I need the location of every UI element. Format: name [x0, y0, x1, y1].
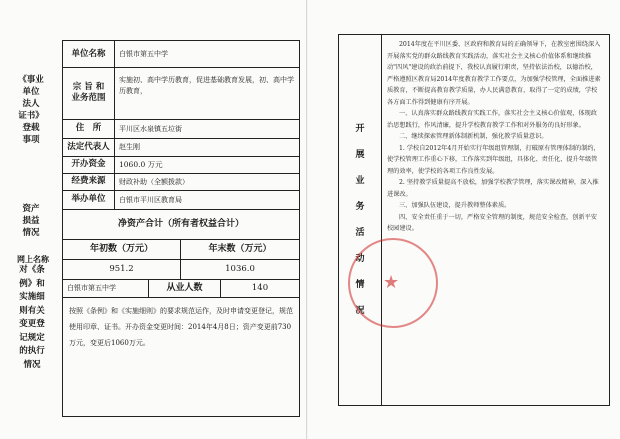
- label-end: 年末数（万元）: [208, 243, 272, 254]
- official-seal-icon: ★: [348, 238, 438, 328]
- category-assets: 资产 损益 情况: [22, 204, 40, 238]
- value-sponsor: 白银市平川区教育局: [119, 195, 182, 204]
- label-address: 住 所: [63, 119, 115, 138]
- category-certificate-items: 《事业 单位 法人 证书》 登载 事项: [18, 75, 44, 145]
- label-sponsor: 举办单位: [63, 190, 115, 209]
- value-staff: 140: [251, 282, 269, 293]
- row-capital: [63, 156, 299, 174]
- paragraph: 一、认真落实群众路线教育实践工作，落实社会主义核心价值观，体现政治思想践行，作风清廉，提升学校教育教学工作和对外服务的良好形象。: [387, 110, 597, 129]
- value-funding: 财政补助（全额拨款）: [119, 177, 189, 186]
- activity-text: [387, 39, 603, 235]
- value-address: 平川区水泉镇五垃街: [119, 124, 182, 133]
- value-unit-name: 白银市第五中学: [119, 50, 168, 58]
- paragraph: 二、继续探索管理新体制新机制，强化教学质量意识。: [399, 133, 548, 140]
- label-begin: 年初数（万元）: [63, 239, 181, 259]
- row-address: [63, 119, 299, 139]
- label-legal-rep: 法定代表人: [63, 138, 115, 156]
- net-assets-header: 净资产合计（所有者权益合计）: [117, 218, 244, 229]
- label-purpose: 宗 旨 和 业务范围: [63, 67, 115, 119]
- category-compliance: 对《条 例》和 实施细 则有关 变更登 记规定 的执行 情况: [19, 265, 45, 370]
- value-purpose: 实施初、高中学历教育，促进基础教育发展，初、高中学历教育，: [119, 76, 294, 95]
- row-unit-name: [63, 41, 299, 68]
- activity-table: [338, 34, 610, 406]
- paragraph: 2014年度在平川区委、区政府和教育局的正确领导下，在教室密围绕深入开展落实党的群众路线教育实践活动，落实社会主义核心价值体系和继续推动"四风"建设的政治前提下，我校认真履行职责，坚持依法治校，以德治校，严格遵照区教育局2014年度教育教学工作要点，为加强学校管理，全面推进素质教育，不断提高教育教学质量，办人民满意教育，取得了一定的成绩，学校各方面工作得到健康有序开展。: [387, 41, 601, 106]
- label-capital: 开办资金: [63, 156, 115, 173]
- row-purpose: [63, 67, 299, 120]
- row-sponsor: [63, 190, 299, 210]
- value-begin: 951.2: [63, 259, 181, 279]
- registration-table: [62, 40, 300, 417]
- paragraph: 2. 坚持教学质量提高不放松，加强学校教学管理，落实课改精神，深入推进课改。: [387, 179, 599, 198]
- label-unit-name: 单位名称: [63, 41, 115, 67]
- value-end: 1036.0: [225, 263, 255, 274]
- label-staff: 从业人数: [149, 279, 221, 297]
- row-funding: [63, 173, 299, 191]
- paragraph: 1. 学校自2012年4月开始实行年级组管理制，打破原有管理体制的制约，使学校管理工作重心下移，工作落实到年级组，具体化、责任化、提升年级管理的效率，使学校的各项工作良性发展。: [387, 144, 600, 175]
- value-compliance: 按照《条例》和《实施细则》的要求规范运作，及时申请变更登记，规范使用印章、证书。开办资金变更时间：2014年4月8日；资产变更前730万元，变更后1060万元。: [69, 307, 293, 347]
- left-page: [0, 0, 307, 439]
- row-website-staff: [63, 279, 299, 298]
- category-activities: 开 展 业 务 活 动 情 况: [339, 35, 382, 405]
- right-page: [308, 0, 620, 439]
- label-funding: 经费来源: [63, 173, 115, 190]
- website-label: 网上名称: [17, 254, 49, 264]
- paragraph: 三、加强队伍建设，提升教师整体素质。: [399, 202, 511, 209]
- row-compliance: [63, 297, 299, 416]
- paragraph: 四、安全责任重于一切，严格安全管理的制度，规范安全检查，创新平安校园建设。: [387, 213, 597, 232]
- row-asset-labels: [63, 239, 299, 260]
- value-legal-rep: 赵生刚: [119, 143, 140, 151]
- row-legal-rep: [63, 138, 299, 157]
- row-asset-values: [63, 259, 299, 280]
- row-net-assets-header: [63, 209, 299, 240]
- value-capital: 1060.0 万元: [119, 160, 163, 169]
- value-website: 白银市第五中学: [63, 279, 149, 297]
